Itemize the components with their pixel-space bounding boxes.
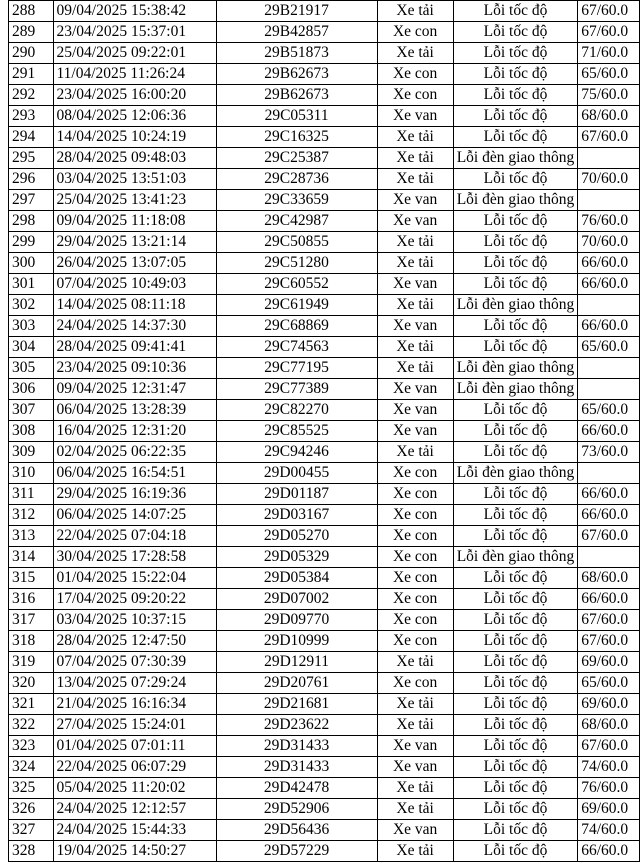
violation-time-cell: 27/04/2025 15:24:01 [53, 715, 216, 736]
violation-type-cell: Lỗi đèn giao thông [453, 463, 578, 484]
vehicle-type-cell: Xe tải [377, 232, 453, 253]
speed-value-cell: 67/60.0 [578, 1, 640, 22]
vehicle-type-cell: Xe van [377, 274, 453, 295]
row-number-cell: 290 [9, 43, 54, 64]
violation-type-cell: Lỗi đèn giao thông [453, 148, 578, 169]
vehicle-type-cell: Xe con [377, 589, 453, 610]
table-row [9, 778, 640, 799]
violation-time-cell: 29/04/2025 13:21:14 [53, 232, 216, 253]
table-row [9, 316, 640, 337]
table-row [9, 799, 640, 820]
table-row [9, 43, 640, 64]
vehicle-type-cell: Xe con [377, 64, 453, 85]
row-number-cell: 303 [9, 316, 54, 337]
table-row [9, 295, 640, 316]
speed-value-cell: 66/60.0 [578, 505, 640, 526]
vehicle-type-cell: Xe van [377, 820, 453, 841]
vehicle-type-cell: Xe tải [377, 715, 453, 736]
speed-value-cell: 71/60.0 [578, 43, 640, 64]
vehicle-type-cell: Xe van [377, 106, 453, 127]
row-number-cell: 289 [9, 22, 54, 43]
speed-value-cell: 70/60.0 [578, 232, 640, 253]
violation-time-cell: 09/04/2025 12:31:47 [53, 379, 216, 400]
speed-value-cell: 69/60.0 [578, 694, 640, 715]
table-row [9, 568, 640, 589]
violation-time-cell: 22/04/2025 07:04:18 [53, 526, 216, 547]
vehicle-type-cell: Xe con [377, 22, 453, 43]
violation-time-cell: 09/04/2025 11:18:08 [53, 211, 216, 232]
table-row [9, 106, 640, 127]
violation-time-cell: 22/04/2025 06:07:29 [53, 757, 216, 778]
violation-type-cell: Lỗi tốc độ [453, 736, 578, 757]
speed-value-cell: 75/60.0 [578, 85, 640, 106]
license-plate-cell: 29C25387 [216, 148, 377, 169]
row-number-cell: 300 [9, 253, 54, 274]
violation-type-cell: Lỗi tốc độ [453, 589, 578, 610]
speed-value-cell: 65/60.0 [578, 64, 640, 85]
vehicle-type-cell: Xe con [377, 505, 453, 526]
license-plate-cell: 29B62673 [216, 64, 377, 85]
violation-type-cell: Lỗi tốc độ [453, 757, 578, 778]
table-row [9, 463, 640, 484]
row-number-cell: 323 [9, 736, 54, 757]
table-row [9, 1, 640, 22]
table-row [9, 211, 640, 232]
vehicle-type-cell: Xe tải [377, 337, 453, 358]
row-number-cell: 325 [9, 778, 54, 799]
vehicle-type-cell: Xe tải [377, 253, 453, 274]
violation-type-cell: Lỗi tốc độ [453, 85, 578, 106]
violation-time-cell: 06/04/2025 14:07:25 [53, 505, 216, 526]
table-row [9, 442, 640, 463]
violation-time-cell: 09/04/2025 15:38:42 [53, 1, 216, 22]
violation-type-cell: Lỗi đèn giao thông [453, 547, 578, 568]
license-plate-cell: 29C42987 [216, 211, 377, 232]
vehicle-type-cell: Xe tải [377, 169, 453, 190]
license-plate-cell: 29D07002 [216, 589, 377, 610]
violation-time-cell: 07/04/2025 07:30:39 [53, 652, 216, 673]
vehicle-type-cell: Xe tải [377, 694, 453, 715]
table-row [9, 589, 640, 610]
speed-value-cell [578, 547, 640, 568]
violations-table-body [9, 1, 640, 862]
row-number-cell: 293 [9, 106, 54, 127]
speed-value-cell: 66/60.0 [578, 316, 640, 337]
row-number-cell: 322 [9, 715, 54, 736]
violation-type-cell: Lỗi đèn giao thông [453, 295, 578, 316]
violation-time-cell: 02/04/2025 06:22:35 [53, 442, 216, 463]
vehicle-type-cell: Xe tải [377, 127, 453, 148]
vehicle-type-cell: Xe con [377, 547, 453, 568]
table-row [9, 379, 640, 400]
violation-time-cell: 28/04/2025 09:41:41 [53, 337, 216, 358]
row-number-cell: 315 [9, 568, 54, 589]
table-row [9, 169, 640, 190]
table-row [9, 631, 640, 652]
violation-type-cell: Lỗi tốc độ [453, 631, 578, 652]
license-plate-cell: 29C05311 [216, 106, 377, 127]
row-number-cell: 326 [9, 799, 54, 820]
table-row [9, 232, 640, 253]
table-row [9, 673, 640, 694]
violation-time-cell: 13/04/2025 07:29:24 [53, 673, 216, 694]
table-row [9, 148, 640, 169]
speed-value-cell: 76/60.0 [578, 778, 640, 799]
violation-type-cell: Lỗi tốc độ [453, 316, 578, 337]
speed-value-cell: 70/60.0 [578, 169, 640, 190]
violation-time-cell: 25/04/2025 13:41:23 [53, 190, 216, 211]
license-plate-cell: 29D12911 [216, 652, 377, 673]
license-plate-cell: 29B21917 [216, 1, 377, 22]
license-plate-cell: 29C77389 [216, 379, 377, 400]
violation-time-cell: 08/04/2025 12:06:36 [53, 106, 216, 127]
table-row [9, 715, 640, 736]
violation-type-cell: Lỗi đèn giao thông [453, 379, 578, 400]
speed-value-cell: 67/60.0 [578, 127, 640, 148]
violation-time-cell: 01/04/2025 15:22:04 [53, 568, 216, 589]
violation-type-cell: Lỗi tốc độ [453, 43, 578, 64]
violation-time-cell: 24/04/2025 14:37:30 [53, 316, 216, 337]
row-number-cell: 307 [9, 400, 54, 421]
row-number-cell: 297 [9, 190, 54, 211]
license-plate-cell: 29B62673 [216, 85, 377, 106]
violation-type-cell: Lỗi tốc độ [453, 253, 578, 274]
license-plate-cell: 29C28736 [216, 169, 377, 190]
table-row [9, 694, 640, 715]
table-row [9, 85, 640, 106]
violation-time-cell: 03/04/2025 13:51:03 [53, 169, 216, 190]
license-plate-cell: 29D23622 [216, 715, 377, 736]
vehicle-type-cell: Xe van [377, 379, 453, 400]
table-row [9, 421, 640, 442]
row-number-cell: 313 [9, 526, 54, 547]
violation-time-cell: 24/04/2025 15:44:33 [53, 820, 216, 841]
license-plate-cell: 29C50855 [216, 232, 377, 253]
violation-type-cell: Lỗi tốc độ [453, 841, 578, 862]
table-row [9, 22, 640, 43]
speed-value-cell: 68/60.0 [578, 106, 640, 127]
license-plate-cell: 29B51873 [216, 43, 377, 64]
vehicle-type-cell: Xe con [377, 463, 453, 484]
violation-time-cell: 06/04/2025 16:54:51 [53, 463, 216, 484]
violation-type-cell: Lỗi tốc độ [453, 505, 578, 526]
license-plate-cell: 29D03167 [216, 505, 377, 526]
row-number-cell: 306 [9, 379, 54, 400]
speed-value-cell: 74/60.0 [578, 820, 640, 841]
table-row [9, 253, 640, 274]
vehicle-type-cell: Xe con [377, 673, 453, 694]
speed-value-cell: 65/60.0 [578, 400, 640, 421]
speed-value-cell [578, 463, 640, 484]
speed-value-cell: 68/60.0 [578, 715, 640, 736]
row-number-cell: 321 [9, 694, 54, 715]
vehicle-type-cell: Xe con [377, 610, 453, 631]
vehicle-type-cell: Xe van [377, 757, 453, 778]
license-plate-cell: 29D00455 [216, 463, 377, 484]
table-row [9, 358, 640, 379]
violation-type-cell: Lỗi tốc độ [453, 127, 578, 148]
speed-value-cell: 66/60.0 [578, 484, 640, 505]
table-row [9, 610, 640, 631]
violation-type-cell: Lỗi tốc độ [453, 568, 578, 589]
speed-value-cell: 74/60.0 [578, 757, 640, 778]
violation-time-cell: 14/04/2025 08:11:18 [53, 295, 216, 316]
violation-type-cell: Lỗi tốc độ [453, 820, 578, 841]
row-number-cell: 305 [9, 358, 54, 379]
speed-value-cell: 65/60.0 [578, 673, 640, 694]
vehicle-type-cell: Xe van [377, 190, 453, 211]
license-plate-cell: 29C16325 [216, 127, 377, 148]
violation-type-cell: Lỗi tốc độ [453, 610, 578, 631]
violation-type-cell: Lỗi tốc độ [453, 64, 578, 85]
violation-type-cell: Lỗi tốc độ [453, 799, 578, 820]
table-row [9, 400, 640, 421]
speed-value-cell: 66/60.0 [578, 274, 640, 295]
speed-value-cell: 73/60.0 [578, 442, 640, 463]
violation-time-cell: 06/04/2025 13:28:39 [53, 400, 216, 421]
speed-value-cell: 65/60.0 [578, 337, 640, 358]
row-number-cell: 295 [9, 148, 54, 169]
violation-time-cell: 23/04/2025 15:37:01 [53, 22, 216, 43]
speed-value-cell: 69/60.0 [578, 652, 640, 673]
table-row [9, 736, 640, 757]
speed-value-cell: 67/60.0 [578, 631, 640, 652]
license-plate-cell: 29D05270 [216, 526, 377, 547]
violation-time-cell: 21/04/2025 16:16:34 [53, 694, 216, 715]
violation-type-cell: Lỗi tốc độ [453, 22, 578, 43]
row-number-cell: 328 [9, 841, 54, 862]
violation-type-cell: Lỗi tốc độ [453, 400, 578, 421]
table-row [9, 505, 640, 526]
license-plate-cell: 29C60552 [216, 274, 377, 295]
vehicle-type-cell: Xe tải [377, 652, 453, 673]
violation-time-cell: 05/04/2025 11:20:02 [53, 778, 216, 799]
vehicle-type-cell: Xe tải [377, 841, 453, 862]
license-plate-cell: 29C51280 [216, 253, 377, 274]
license-plate-cell: 29D31433 [216, 736, 377, 757]
license-plate-cell: 29C74563 [216, 337, 377, 358]
violation-type-cell: Lỗi tốc độ [453, 211, 578, 232]
vehicle-type-cell: Xe tải [377, 43, 453, 64]
violation-type-cell: Lỗi tốc độ [453, 169, 578, 190]
license-plate-cell: 29D52906 [216, 799, 377, 820]
license-plate-cell: 29D05384 [216, 568, 377, 589]
row-number-cell: 320 [9, 673, 54, 694]
license-plate-cell: 29D31433 [216, 757, 377, 778]
violation-time-cell: 14/04/2025 10:24:19 [53, 127, 216, 148]
license-plate-cell: 29C94246 [216, 442, 377, 463]
vehicle-type-cell: Xe tải [377, 1, 453, 22]
row-number-cell: 318 [9, 631, 54, 652]
vehicle-type-cell: Xe van [377, 211, 453, 232]
license-plate-cell: 29D21681 [216, 694, 377, 715]
row-number-cell: 311 [9, 484, 54, 505]
vehicle-type-cell: Xe tải [377, 778, 453, 799]
license-plate-cell: 29D05329 [216, 547, 377, 568]
violation-time-cell: 29/04/2025 16:19:36 [53, 484, 216, 505]
speed-value-cell [578, 358, 640, 379]
violation-type-cell: Lỗi tốc độ [453, 274, 578, 295]
vehicle-type-cell: Xe van [377, 316, 453, 337]
license-plate-cell: 29C68869 [216, 316, 377, 337]
vehicle-type-cell: Xe tải [377, 295, 453, 316]
vehicle-type-cell: Xe tải [377, 442, 453, 463]
violation-time-cell: 11/04/2025 11:26:24 [53, 64, 216, 85]
license-plate-cell: 29D01187 [216, 484, 377, 505]
violation-time-cell: 16/04/2025 12:31:20 [53, 421, 216, 442]
row-number-cell: 296 [9, 169, 54, 190]
row-number-cell: 317 [9, 610, 54, 631]
speed-value-cell: 66/60.0 [578, 253, 640, 274]
row-number-cell: 324 [9, 757, 54, 778]
row-number-cell: 304 [9, 337, 54, 358]
table-row [9, 484, 640, 505]
speed-value-cell: 68/60.0 [578, 568, 640, 589]
violation-type-cell: Lỗi tốc độ [453, 421, 578, 442]
row-number-cell: 316 [9, 589, 54, 610]
speed-value-cell: 76/60.0 [578, 211, 640, 232]
row-number-cell: 314 [9, 547, 54, 568]
table-row [9, 127, 640, 148]
speed-value-cell [578, 295, 640, 316]
violation-time-cell: 28/04/2025 09:48:03 [53, 148, 216, 169]
violation-type-cell: Lỗi tốc độ [453, 1, 578, 22]
row-number-cell: 302 [9, 295, 54, 316]
speed-value-cell: 67/60.0 [578, 736, 640, 757]
violation-type-cell: Lỗi đèn giao thông [453, 190, 578, 211]
vehicle-type-cell: Xe con [377, 631, 453, 652]
violation-type-cell: Lỗi tốc độ [453, 673, 578, 694]
violation-type-cell: Lỗi tốc độ [453, 778, 578, 799]
table-row [9, 190, 640, 211]
vehicle-type-cell: Xe van [377, 736, 453, 757]
row-number-cell: 298 [9, 211, 54, 232]
row-number-cell: 288 [9, 1, 54, 22]
table-row [9, 526, 640, 547]
speed-value-cell: 67/60.0 [578, 526, 640, 547]
license-plate-cell: 29D10999 [216, 631, 377, 652]
violation-type-cell: Lỗi tốc độ [453, 715, 578, 736]
violation-type-cell: Lỗi tốc độ [453, 652, 578, 673]
violation-time-cell: 24/04/2025 12:12:57 [53, 799, 216, 820]
table-row [9, 757, 640, 778]
violation-type-cell: Lỗi tốc độ [453, 442, 578, 463]
vehicle-type-cell: Xe con [377, 568, 453, 589]
table-row [9, 841, 640, 862]
table-row [9, 337, 640, 358]
license-plate-cell: 29C33659 [216, 190, 377, 211]
row-number-cell: 310 [9, 463, 54, 484]
table-row [9, 547, 640, 568]
violation-time-cell: 25/04/2025 09:22:01 [53, 43, 216, 64]
license-plate-cell: 29C82270 [216, 400, 377, 421]
speed-value-cell: 66/60.0 [578, 589, 640, 610]
row-number-cell: 309 [9, 442, 54, 463]
violation-time-cell: 23/04/2025 09:10:36 [53, 358, 216, 379]
violation-type-cell: Lỗi đèn giao thông [453, 358, 578, 379]
violation-time-cell: 30/04/2025 17:28:58 [53, 547, 216, 568]
vehicle-type-cell: Xe con [377, 526, 453, 547]
vehicle-type-cell: Xe tải [377, 799, 453, 820]
vehicle-type-cell: Xe con [377, 484, 453, 505]
license-plate-cell: 29C61949 [216, 295, 377, 316]
speed-value-cell: 66/60.0 [578, 421, 640, 442]
vehicle-type-cell: Xe van [377, 421, 453, 442]
row-number-cell: 327 [9, 820, 54, 841]
vehicle-type-cell: Xe van [377, 400, 453, 421]
violation-type-cell: Lỗi tốc độ [453, 232, 578, 253]
speed-value-cell: 66/60.0 [578, 841, 640, 862]
license-plate-cell: 29C77195 [216, 358, 377, 379]
speed-value-cell: 67/60.0 [578, 22, 640, 43]
vehicle-type-cell: Xe tải [377, 148, 453, 169]
violations-table [8, 0, 640, 862]
speed-value-cell [578, 148, 640, 169]
violation-time-cell: 28/04/2025 12:47:50 [53, 631, 216, 652]
license-plate-cell: 29D09770 [216, 610, 377, 631]
license-plate-cell: 29B42857 [216, 22, 377, 43]
license-plate-cell: 29D42478 [216, 778, 377, 799]
speed-value-cell: 69/60.0 [578, 799, 640, 820]
row-number-cell: 312 [9, 505, 54, 526]
vehicle-type-cell: Xe con [377, 85, 453, 106]
table-row [9, 274, 640, 295]
violation-time-cell: 19/04/2025 14:50:27 [53, 841, 216, 862]
table-row [9, 820, 640, 841]
speed-value-cell: 67/60.0 [578, 610, 640, 631]
row-number-cell: 299 [9, 232, 54, 253]
violation-time-cell: 23/04/2025 16:00:20 [53, 85, 216, 106]
violation-type-cell: Lỗi tốc độ [453, 694, 578, 715]
row-number-cell: 292 [9, 85, 54, 106]
row-number-cell: 308 [9, 421, 54, 442]
table-row [9, 64, 640, 85]
violation-time-cell: 26/04/2025 13:07:05 [53, 253, 216, 274]
speed-value-cell [578, 190, 640, 211]
violation-time-cell: 07/04/2025 10:49:03 [53, 274, 216, 295]
violation-type-cell: Lỗi tốc độ [453, 106, 578, 127]
license-plate-cell: 29D20761 [216, 673, 377, 694]
license-plate-cell: 29D56436 [216, 820, 377, 841]
row-number-cell: 294 [9, 127, 54, 148]
violation-type-cell: Lỗi tốc độ [453, 526, 578, 547]
violation-time-cell: 01/04/2025 07:01:11 [53, 736, 216, 757]
violation-time-cell: 17/04/2025 09:20:22 [53, 589, 216, 610]
violation-type-cell: Lỗi tốc độ [453, 337, 578, 358]
row-number-cell: 319 [9, 652, 54, 673]
row-number-cell: 301 [9, 274, 54, 295]
violation-time-cell: 03/04/2025 10:37:15 [53, 610, 216, 631]
vehicle-type-cell: Xe tải [377, 358, 453, 379]
speed-value-cell [578, 379, 640, 400]
violation-type-cell: Lỗi tốc độ [453, 484, 578, 505]
table-row [9, 652, 640, 673]
license-plate-cell: 29D57229 [216, 841, 377, 862]
row-number-cell: 291 [9, 64, 54, 85]
license-plate-cell: 29C85525 [216, 421, 377, 442]
